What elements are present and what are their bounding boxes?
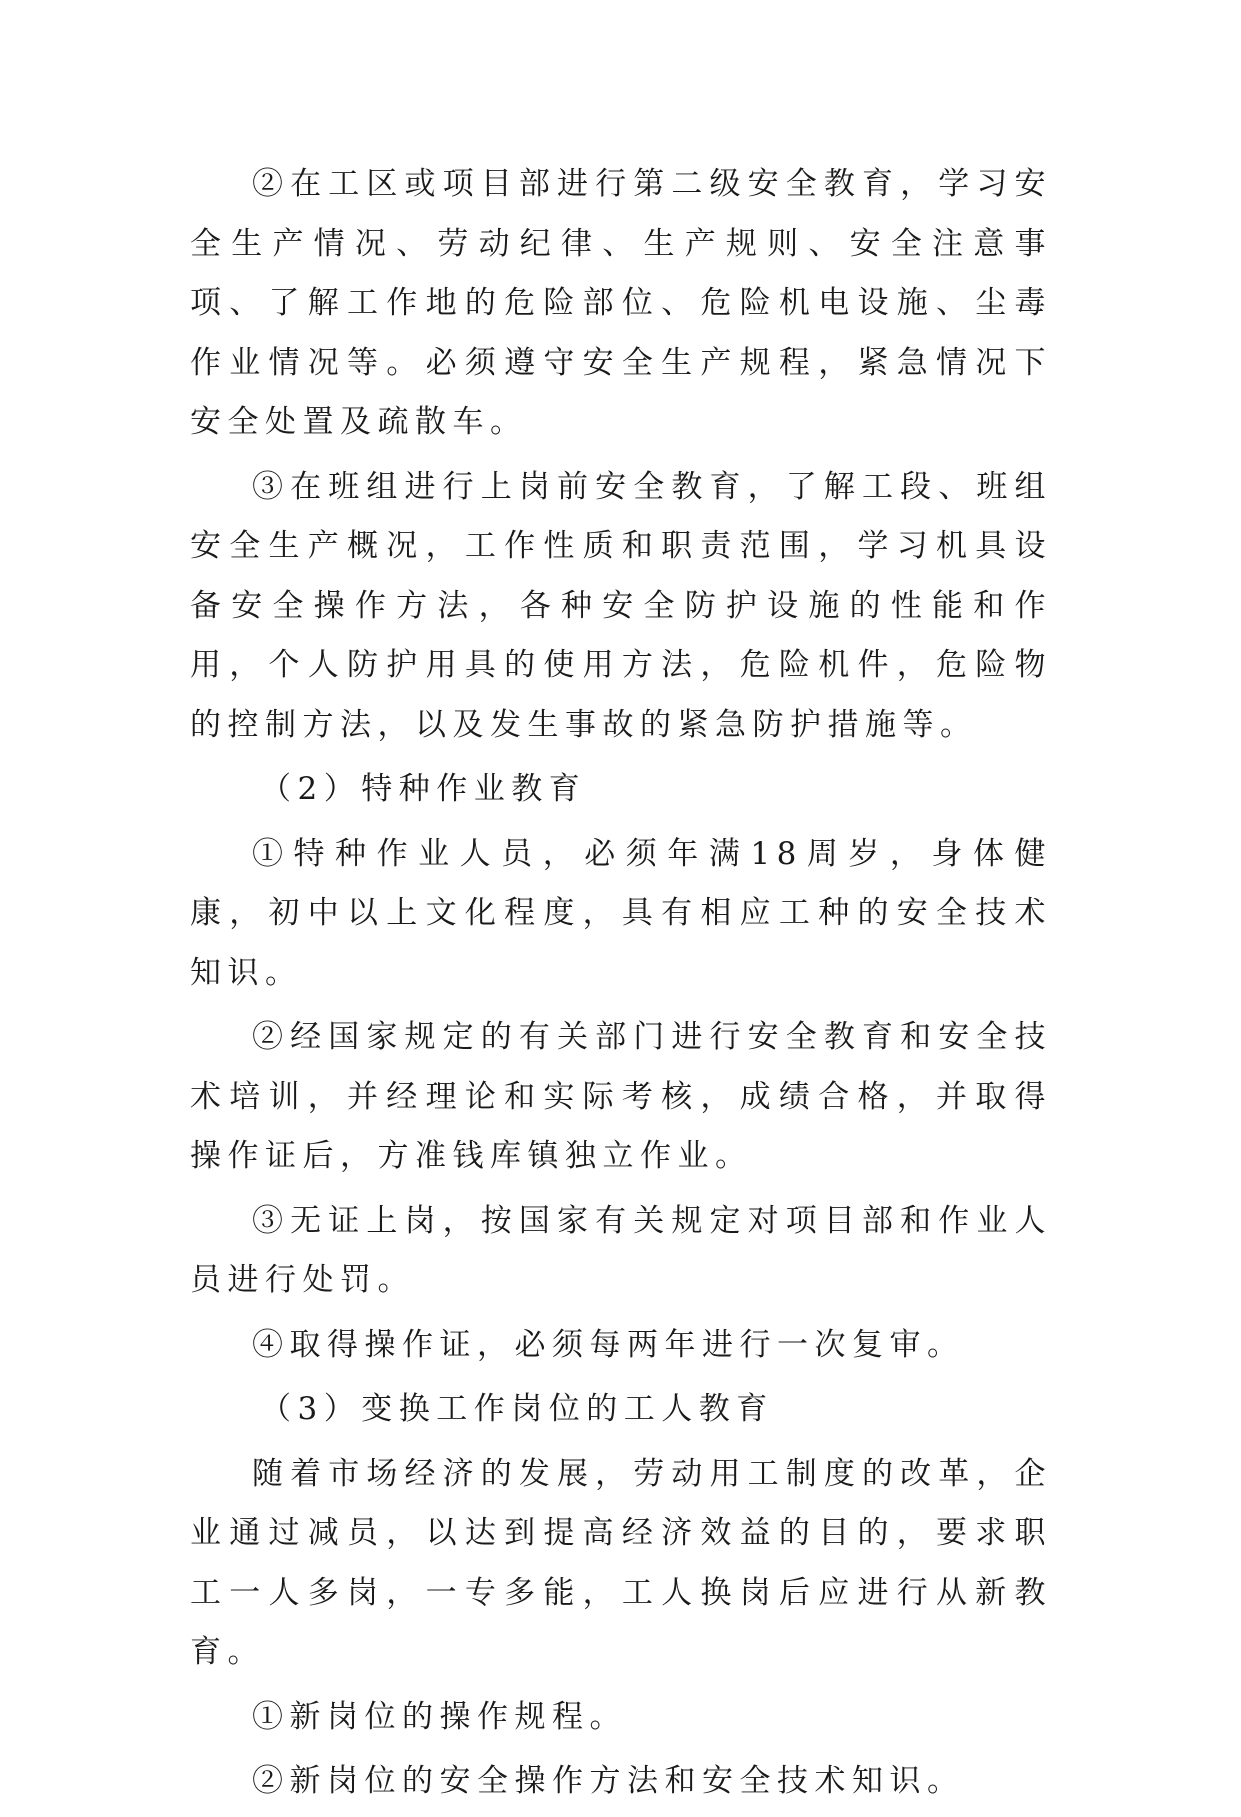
paragraph-team-level-education: ③在班组进行上岗前安全教育，了解工段、班组安全生产概况，工作性质和职责范围，学习机具设备安全操作方法，各种安全防护设施的性能和作用，个人防护用具的使用方法，危险机件，危险物的控制方法，以及发生事故的紧急防护措施等。 [190, 468, 1052, 743]
section-heading-special-operations: （2）特种作业教育 [260, 771, 587, 807]
paragraph-job-change-context: 随着市场经济的发展，劳动用工制度的改革，企业通过减员，以达到提高经济效益的目的，要求职工一人多岗，一专多能，工人换岗后应进行从新教育。 [190, 1455, 1052, 1670]
paragraph-special-operator-requirements: ①特种作业人员，必须年满18周岁，身体健康，初中以上文化程度，具有相应工种的安全技术知识。 [190, 835, 1052, 991]
paragraph-license-review: ④取得操作证，必须每两年进行一次复审。 [252, 1326, 965, 1363]
paragraph-unlicensed-penalty: ③无证上岗，按国家有关规定对项目部和作业人员进行处罚。 [190, 1202, 1052, 1298]
paragraph-special-operator-training: ②经国家规定的有关部门进行安全教育和安全技术培训，并经理论和实际考核，成绩合格，并取得操作证后，方准钱库镇独立作业。 [190, 1019, 1052, 1174]
section-heading-job-change-education: （3）变换工作岗位的工人教育 [260, 1391, 774, 1427]
paragraph-new-post-safety-methods: ②新岗位的安全操作方法和安全技术知识。 [252, 1763, 965, 1799]
paragraph-new-post-procedures: ①新岗位的操作规程。 [252, 1698, 627, 1735]
document-body [190, 155, 1052, 1817]
paragraph-second-level-education: ②在工区或项目部进行第二级安全教育，学习安全生产情况、劳动纪律、生产规则、安全注意事项、了解工作地的危险部位、危险机电设施、尘毒作业情况等。必须遵守安全生产规程，紧急情况下安全处置及疏散车。 [190, 166, 1052, 440]
